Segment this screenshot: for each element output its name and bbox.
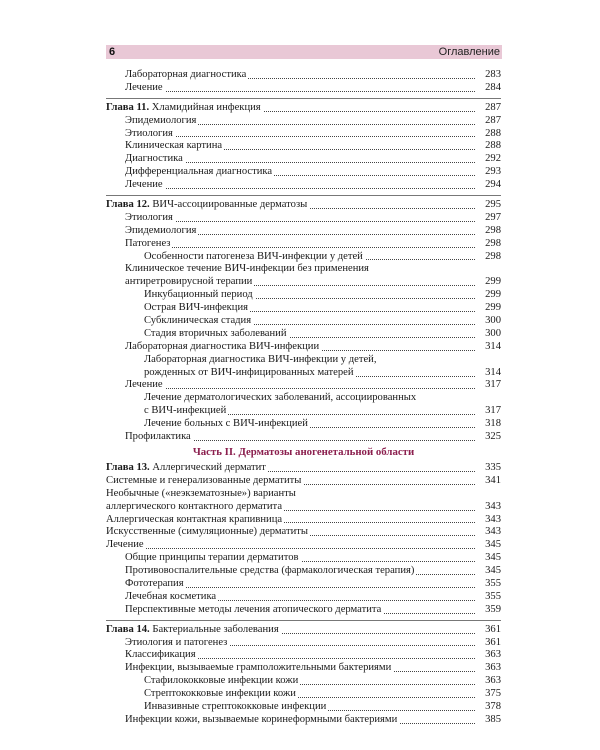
table-of-contents — [106, 69, 501, 727]
toc-page-number: 343 — [485, 513, 501, 525]
toc-entry[interactable] — [106, 688, 501, 701]
toc-entry-title: Перспективные методы лечения атопического дерматита — [125, 603, 382, 615]
toc-entry[interactable] — [106, 115, 501, 128]
toc-entry-title: Лабораторная диагностика ВИЧ-инфекции — [125, 340, 320, 352]
toc-entry-title: Субклиническая стадия — [144, 315, 252, 327]
toc-entry-title: Хламидийная инфекция — [151, 101, 261, 113]
toc-page-number: 294 — [485, 179, 501, 191]
toc-page-number: 355 — [485, 577, 501, 589]
toc-page-number: 300 — [485, 327, 501, 339]
running-header — [106, 45, 502, 59]
toc-chapter-entry[interactable] — [106, 624, 501, 637]
toc-entry-title: Клиническая картина — [125, 140, 223, 152]
toc-entry[interactable] — [106, 263, 501, 276]
toc-entry-title: Эпидемиология — [125, 224, 197, 236]
toc-entry[interactable] — [106, 179, 501, 192]
toc-entry-title: ВИЧ-ассоциированные дерматозы — [152, 199, 308, 211]
toc-entry-title: Лечение — [106, 539, 144, 551]
toc-page-number: 317 — [485, 379, 501, 391]
toc-page-number: 283 — [485, 69, 501, 80]
toc-page-number: 363 — [485, 662, 501, 674]
toc-entry[interactable] — [106, 251, 501, 264]
toc-entry[interactable] — [106, 392, 501, 405]
toc-entry[interactable] — [106, 662, 501, 675]
toc-page-number: 345 — [485, 539, 501, 551]
toc-chapter-entry[interactable] — [106, 462, 501, 475]
toc-entry-title: Патогенез — [125, 237, 171, 249]
toc-entry-title: Аллергический дерматит — [152, 461, 266, 473]
toc-page-number: 314 — [485, 366, 501, 378]
chapter-number: Глава 14. — [106, 623, 150, 635]
toc-page-number: 343 — [485, 500, 501, 512]
toc-entry-title: Инвазивные стрептококковые инфекции — [144, 700, 327, 712]
toc-entry-title: Лабораторная диагностика ВИЧ-инфекции у детей, — [144, 353, 377, 365]
toc-entry-title: Необычные («неэкзематозные») варианты — [106, 487, 296, 499]
toc-entry[interactable] — [106, 69, 501, 82]
toc-entry-title: Стрептококковые инфекции кожи — [144, 688, 296, 700]
toc-entry[interactable] — [106, 153, 501, 166]
toc-page-number: 317 — [485, 405, 501, 417]
toc-entry-title: антиретровирусной терапии — [125, 276, 253, 288]
toc-page-number: 335 — [485, 461, 501, 473]
toc-entry[interactable] — [106, 604, 501, 617]
toc-page-number: 299 — [485, 276, 501, 288]
chapter-number: Глава 12. — [106, 199, 150, 211]
chapter-divider — [106, 620, 501, 621]
toc-entry[interactable] — [106, 591, 501, 604]
toc-page-number: 314 — [485, 340, 501, 352]
toc-entry[interactable] — [106, 431, 501, 444]
toc-entry[interactable] — [106, 539, 501, 552]
toc-page-number: 385 — [485, 713, 501, 725]
toc-page-number: 343 — [485, 526, 501, 538]
toc-entry-title: Противовоспалительные средства (фармакологическая терапия) — [125, 565, 415, 577]
toc-entry-title: Инкубационный период — [144, 289, 253, 301]
page-number: 6 — [109, 46, 116, 58]
toc-entry[interactable] — [106, 675, 501, 688]
toc-entry[interactable] — [106, 128, 501, 141]
toc-chapter-entry[interactable] — [106, 199, 501, 212]
toc-entry[interactable] — [106, 276, 501, 289]
part-heading: Часть II. Дерматозы аногенетальной области — [192, 445, 415, 458]
toc-entry-title: Этиология — [125, 127, 173, 139]
toc-entry[interactable] — [106, 649, 501, 662]
toc-page-number: 288 — [485, 140, 501, 152]
toc-entry-title: Дифференциальная диагностика — [125, 166, 273, 178]
toc-entry-title: Искусственные (симуляционные) дерматиты — [106, 526, 309, 538]
toc-entry[interactable] — [106, 418, 501, 431]
toc-page-number: 318 — [485, 418, 501, 430]
chapter-number: Глава 11. — [106, 101, 150, 113]
toc-entry[interactable] — [106, 552, 501, 565]
toc-entry[interactable] — [106, 225, 501, 238]
toc-page-number: 298 — [485, 237, 501, 249]
toc-page-number: 297 — [485, 211, 501, 223]
toc-entry[interactable] — [106, 637, 501, 650]
toc-chapter-entry[interactable] — [106, 102, 501, 115]
toc-page-number: 359 — [485, 603, 501, 615]
toc-entry-title: Аллергическая контактная крапивница — [106, 513, 283, 525]
chapter-number: Глава 13. — [106, 461, 150, 473]
toc-page-number: 361 — [485, 636, 501, 648]
toc-entry-title: Стадия вторичных заболеваний — [144, 327, 287, 339]
toc-page-number: 361 — [485, 623, 501, 635]
toc-entry-title: Лечение больных с ВИЧ-инфекцией — [144, 418, 308, 430]
toc-page-number: 287 — [485, 101, 501, 113]
toc-page-number: 298 — [485, 250, 501, 262]
toc-page-number: 363 — [485, 675, 501, 687]
toc-page-number: 345 — [485, 552, 501, 564]
toc-page-number: 298 — [485, 224, 501, 236]
toc-entry-title: с ВИЧ-инфекцией — [144, 405, 227, 417]
toc-page-number: 325 — [485, 431, 501, 443]
toc-entry[interactable] — [106, 341, 501, 354]
toc-entry[interactable] — [106, 367, 501, 380]
toc-entry[interactable] — [106, 238, 501, 251]
toc-entry[interactable] — [106, 212, 501, 225]
toc-entry-title: рожденных от ВИЧ-инфицированных матерей — [144, 366, 354, 378]
toc-entry-title: Острая ВИЧ-инфекция — [144, 302, 249, 314]
toc-entry-title: Лечебная косметика — [125, 590, 217, 602]
toc-entry-title: Лечение — [125, 379, 163, 391]
toc-entry-title: Особенности патогенеза ВИЧ-инфекции у детей — [144, 250, 363, 262]
toc-entry-title: Этиология и патогенез — [125, 636, 228, 648]
chapter-divider — [106, 195, 501, 196]
toc-entry[interactable] — [106, 140, 501, 153]
toc-entry-title: Инфекции кожи, вызываемые коринеформными бактериями — [125, 713, 398, 725]
toc-page-number: 300 — [485, 315, 501, 327]
toc-entry[interactable] — [106, 488, 501, 501]
toc-entry[interactable] — [106, 82, 501, 95]
toc-page-number: 375 — [485, 688, 501, 700]
toc-entry[interactable] — [106, 289, 501, 302]
toc-entry[interactable] — [106, 701, 501, 714]
toc-page-number: 378 — [485, 700, 501, 712]
toc-page-number: 299 — [485, 302, 501, 314]
toc-entry-title: Классификация — [125, 649, 196, 661]
toc-page-number: 287 — [485, 114, 501, 126]
toc-entry[interactable] — [106, 514, 501, 527]
toc-entry[interactable] — [106, 565, 501, 578]
toc-entry-title: Лечение дерматологических заболеваний, ассоциированных — [144, 392, 417, 404]
toc-page-number: 284 — [485, 81, 501, 93]
toc-page-number: 295 — [485, 199, 501, 211]
toc-page-number: 292 — [485, 153, 501, 165]
toc-entry-title: Общие принципы терапии дерматитов — [125, 552, 299, 564]
toc-entry[interactable] — [106, 166, 501, 179]
toc-entry-title: аллергического контактного дерматита — [106, 500, 283, 512]
toc-entry[interactable] — [106, 578, 501, 591]
toc-entry[interactable] — [106, 302, 501, 315]
toc-entry[interactable] — [106, 475, 501, 488]
section-title: Оглавление — [438, 46, 500, 58]
toc-entry[interactable] — [106, 526, 501, 539]
toc-entry[interactable] — [106, 315, 501, 328]
toc-entry-title: Фототерапия — [125, 577, 184, 589]
toc-page-number: 363 — [485, 649, 501, 661]
toc-entry-title: Лечение — [125, 179, 163, 191]
toc-entry-title: Системные и генерализованные дерматиты — [106, 474, 302, 486]
toc-entry-title: Эпидемиология — [125, 114, 197, 126]
toc-entry[interactable] — [106, 501, 501, 514]
toc-entry[interactable] — [106, 328, 501, 341]
toc-page-number: 345 — [485, 565, 501, 577]
toc-entry-title: Бактериальные заболевания — [152, 623, 279, 635]
toc-entry-title: Лабораторная диагностика — [125, 69, 247, 80]
toc-page-number: 299 — [485, 289, 501, 301]
toc-entry[interactable] — [106, 405, 501, 418]
toc-page-number: 355 — [485, 590, 501, 602]
toc-entry-title: Клиническое течение ВИЧ-инфекции без применения — [125, 263, 369, 275]
toc-page-number: 288 — [485, 127, 501, 139]
toc-entry-title: Лечение — [125, 81, 163, 93]
toc-entry[interactable] — [106, 379, 501, 392]
toc-entry-title: Стафилококковые инфекции кожи — [144, 675, 299, 687]
toc-page-number: 293 — [485, 166, 501, 178]
toc-entry-title: Диагностика — [125, 153, 183, 165]
toc-page-number: 341 — [485, 474, 501, 486]
toc-entry-title: Инфекции, вызываемые грамположительными бактериями — [125, 662, 392, 674]
toc-entry-title: Этиология — [125, 211, 173, 223]
toc-entry[interactable] — [106, 354, 501, 367]
toc-entry[interactable] — [106, 714, 501, 727]
toc-entry-title: Профилактика — [125, 431, 191, 443]
chapter-divider — [106, 98, 501, 99]
